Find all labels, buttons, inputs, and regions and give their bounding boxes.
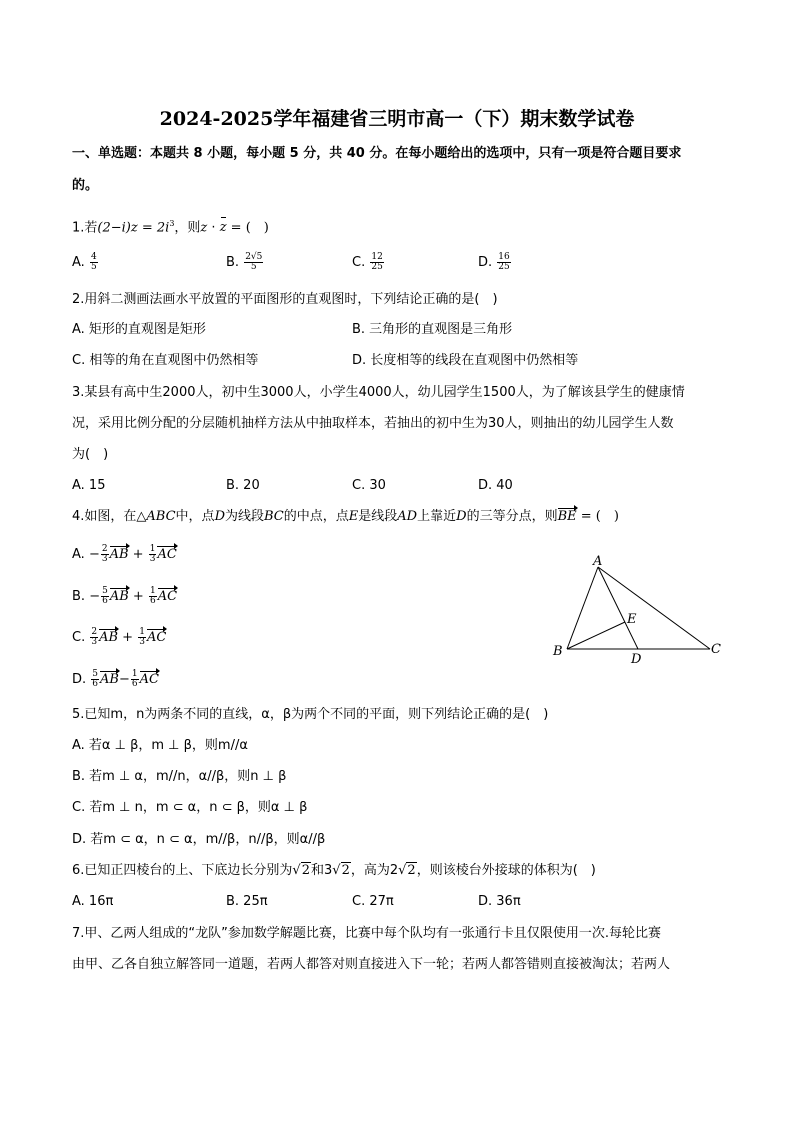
question-1-option-d: D. $\frac{16}{25}$: [478, 252, 510, 272]
question-1-option-a: A. $\frac{4}{5}$: [72, 252, 97, 272]
question-4-option-b: B. − $\frac{5}{6}$ AB + $\frac{1}{6}$ AC: [72, 586, 178, 606]
question-3-option-c: C. 30: [352, 478, 386, 493]
triangle-figure: [545, 553, 730, 668]
question-5-option-c: C. 若m ⊥ n，m ⊂ α，n ⊂ β，则α ⊥ β: [72, 800, 308, 815]
section-heading-line1: 一、单选题：本题共 8 小题，每小题 5 分，共 40 分。在每小题给出的选项中，只有一项是符合题目要求: [72, 146, 682, 161]
question-4-option-d: D. $\frac{5}{6}$ AB− $\frac{1}{6}$ AC: [72, 669, 159, 689]
label-b: B: [553, 644, 563, 659]
question-2-option-d: D. 长度相等的线段在直观图中仍然相等: [352, 353, 579, 368]
question-6-stem: 6.已知正四棱台的上、下底边长分别为√2和3√2，高为2√2，则该棱台外接球的体积为( ): [72, 863, 596, 878]
question-4-option-a: A. − $\frac{2}{3}$ AB + $\frac{1}{3}$ AC: [72, 544, 177, 564]
question-6-option-d: D. 36π: [478, 894, 521, 909]
question-3-stem-line2: 况，采用比例分配的分层随机抽样方法从中抽取样本，若抽出的初中生为30人，则抽出的幼儿园学生人数: [72, 416, 674, 431]
question-2-option-c: C. 相等的角在直观图中仍然相等: [72, 353, 259, 368]
segment-ad: [598, 567, 638, 649]
question-3-stem-line1: 3.某县有高中生2000人，初中生3000人，小学生4000人，幼儿园学生1500人，为了解该县学生的健康情: [72, 385, 685, 400]
question-6-option-a: A. 16π: [72, 894, 114, 909]
label-c: C: [711, 642, 721, 657]
label-d: D: [631, 652, 642, 667]
question-2-option-b: B. 三角形的直观图是三角形: [352, 322, 513, 337]
question-1-stem: 1.若$(2-i)z = 2i^3$，则z · z = ( ): [72, 219, 269, 236]
question-1-option-c: C. $\frac{12}{25}$: [352, 252, 383, 272]
question-5-option-d: D. 若m ⊂ α，n ⊂ α，m//β，n//β，则α//β: [72, 832, 326, 847]
question-3-option-a: A. 15: [72, 478, 106, 493]
label-e: E: [627, 612, 637, 627]
exam-title: 2024-2025学年福建省三明市高一（下）期末数学试卷: [159, 108, 635, 130]
question-5-option-b: B. 若m ⊥ α，m//n，α//β，则n ⊥ β: [72, 769, 287, 784]
label-a: A: [593, 554, 603, 569]
question-1-option-b: B. $\frac{2√5}{5}$: [226, 252, 263, 272]
question-4-stem: 4.如图，在△ABC中，点D为线段BC的中点，点E是线段AD上靠近D的三等分点，则BE = ( ): [72, 509, 619, 524]
question-4-option-c: C. $\frac{2}{3}$ AB + $\frac{1}{3}$ AC: [72, 627, 167, 647]
question-2-option-a: A. 矩形的直观图是矩形: [72, 322, 206, 337]
question-5-stem: 5.已知m，n为两条不同的直线，α，β为两个不同的平面，则下列结论正确的是( ): [72, 707, 549, 722]
question-3-option-b: B. 20: [226, 478, 260, 493]
question-6-option-c: C. 27π: [352, 894, 394, 909]
question-3-option-d: D. 40: [478, 478, 513, 493]
section-heading-line2: 的。: [72, 178, 99, 193]
question-5-option-a: A. 若α ⊥ β，m ⊥ β，则m//α: [72, 738, 248, 753]
question-2-stem: 2.用斜二测画法画水平放置的平面图形的直观图时，下列结论正确的是( ): [72, 292, 498, 307]
edge-ac: [598, 567, 710, 649]
question-7-stem-line2: 由甲、乙各自独立解答同一道题，若两人都答对则直接进入下一轮；若两人都答错则直接被淘汰；若两人: [72, 957, 671, 972]
question-7-stem-line1: 7.甲、乙两人组成的“龙队”参加数学解题比赛，比赛中每个队均有一张通行卡且仅限使用一次.每轮比赛: [72, 926, 662, 941]
question-3-stem-line3: 为( ): [72, 447, 109, 462]
question-6-option-b: B. 25π: [226, 894, 268, 909]
